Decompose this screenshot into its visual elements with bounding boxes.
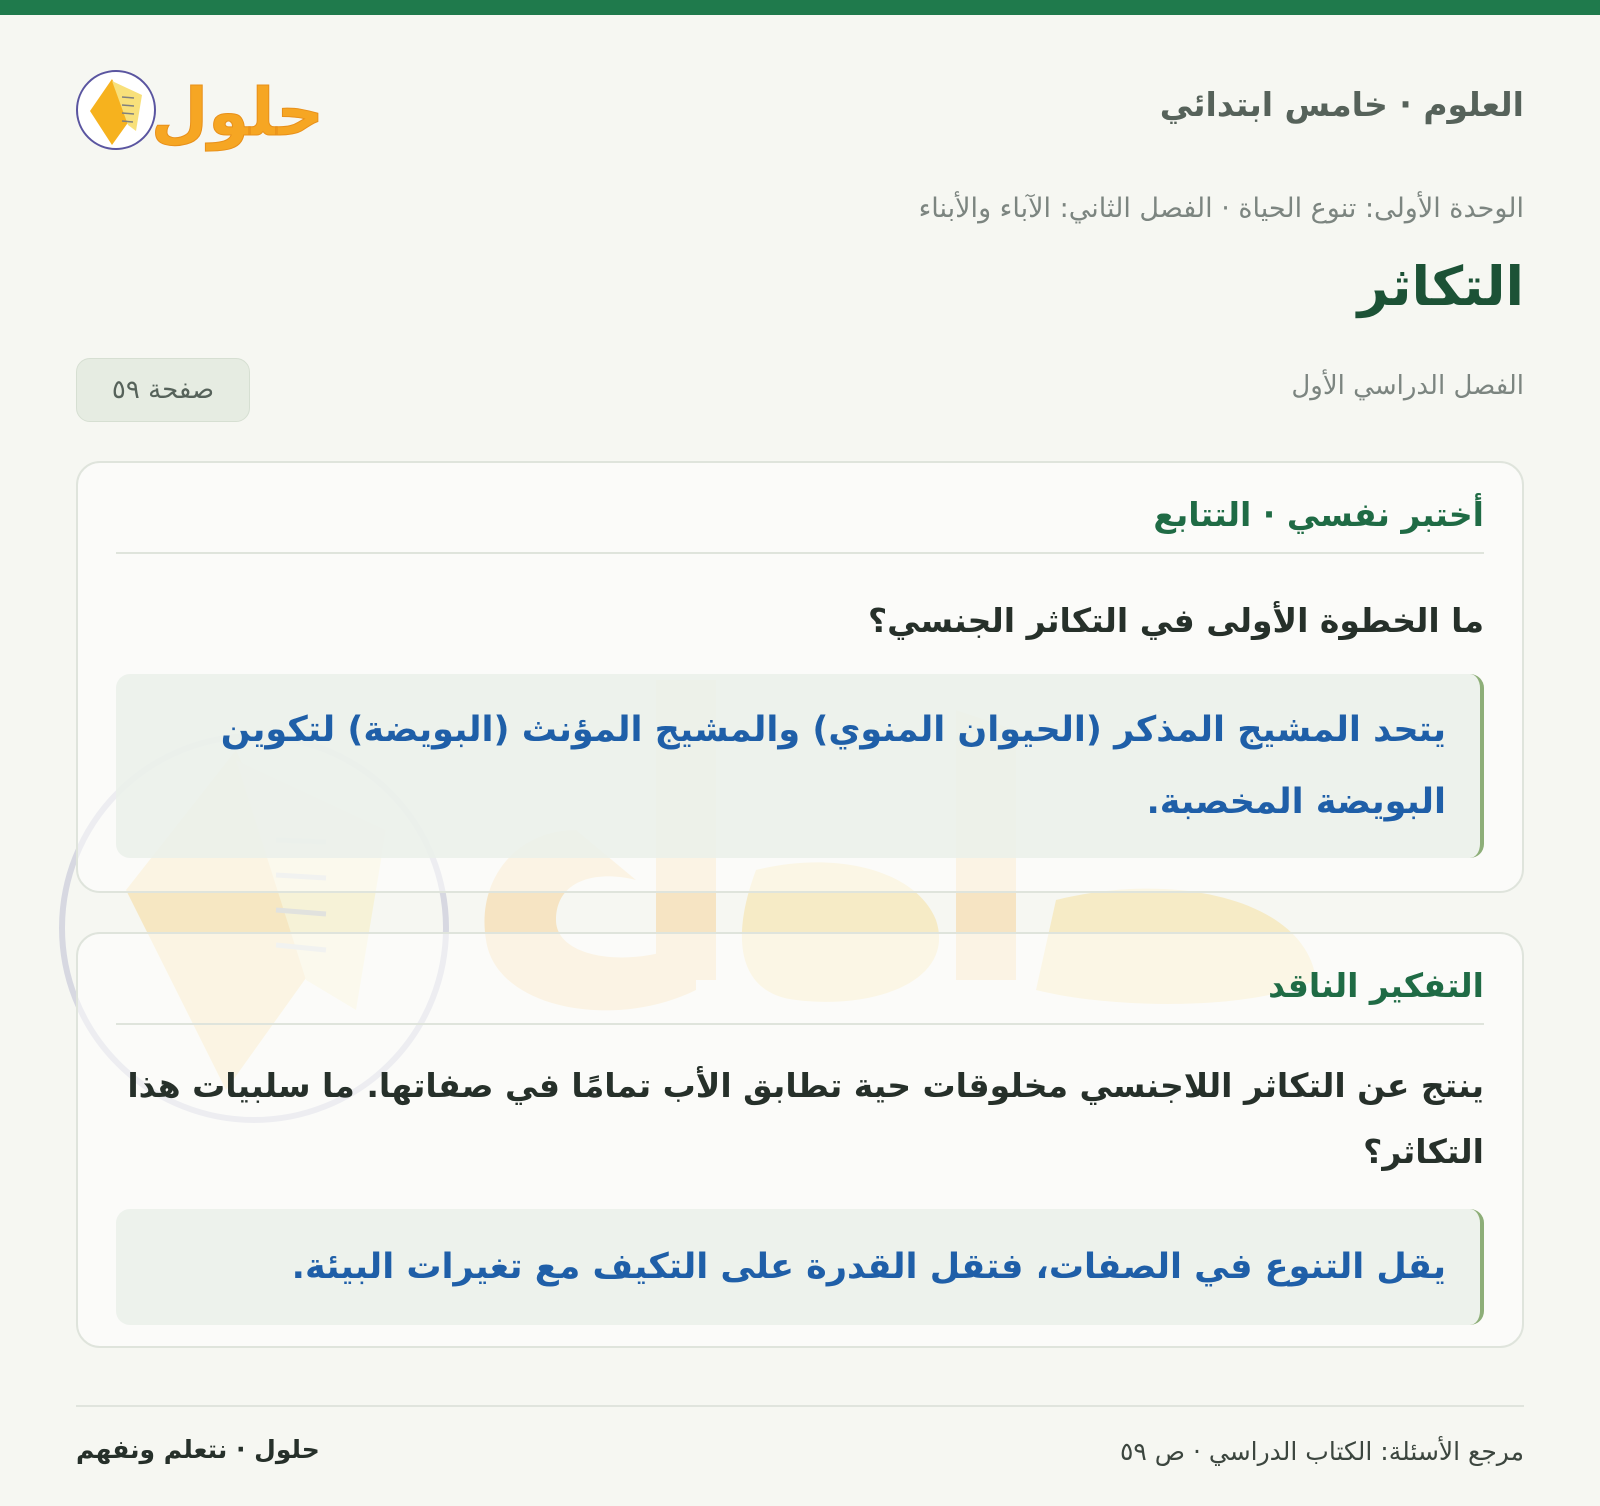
page-number-badge: صفحة ٥٩ [76, 358, 250, 422]
top-accent-bar [0, 0, 1600, 15]
subject-title: العلوم · خامس ابتدائي [1159, 85, 1524, 124]
footer-brand: حلول · نتعلم ونفهم [76, 1435, 320, 1464]
exercise-card-self-test [76, 461, 1524, 893]
footer-reference: مرجع الأسئلة: الكتاب الدراسي · ص ٥٩ [1119, 1437, 1524, 1466]
hulool-logo[interactable] [76, 53, 336, 163]
page-header [76, 15, 1524, 185]
question-text: ما الخطوة الأولى في التكاثر الجنسي؟ [868, 601, 1484, 640]
answer-box: يتحد المشيج المذكر (الحيوان المنوي) والمشيج المؤنث (البويضة) لتكوين البويضة المخصبة. [116, 674, 1484, 858]
page-content [76, 15, 1524, 1506]
breadcrumb: الوحدة الأولى: تنوع الحياة · الفصل الثاني: الآباء والأبناء [918, 193, 1524, 224]
exercise-card-critical-thinking [76, 932, 1524, 1348]
card-heading: أختبر نفسي · التتابع [116, 463, 1484, 554]
logo-text: حلول [150, 74, 324, 151]
lesson-title: التكاثر [1357, 255, 1524, 318]
book-icon [77, 71, 155, 149]
question-text: ينتج عن التكاثر اللاجنسي مخلوقات حية تطابق الأب تمامًا في صفاتها. ما سلبيات هذا التكاثر؟ [127, 1066, 1484, 1171]
card-heading: التفكير الناقد [116, 934, 1484, 1025]
footer-divider [76, 1405, 1524, 1407]
answer-box: يقل التنوع في الصفات، فتقل القدرة على التكيف مع تغيرات البيئة. [116, 1209, 1484, 1325]
term-label: الفصل الدراسي الأول [1291, 371, 1524, 401]
